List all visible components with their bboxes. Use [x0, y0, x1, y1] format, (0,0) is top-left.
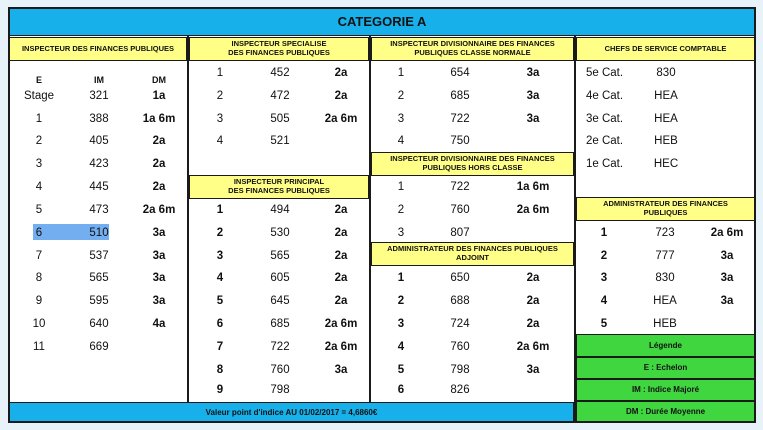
- echelon-cell: 1: [216, 204, 224, 216]
- echelon-cell: 1: [216, 67, 224, 79]
- indice-cell: HEA: [654, 113, 678, 125]
- page-title: CATEGORIE A: [9, 8, 755, 36]
- echelon-cell: 5: [216, 295, 224, 307]
- grade-header-divisionnaire-hors-classe: [371, 152, 574, 176]
- indice-cell: HEA: [654, 90, 678, 102]
- echelon-cell: 8: [35, 272, 43, 284]
- duree-cell: 2a 6m: [516, 204, 550, 216]
- column-header-dm: DM: [152, 75, 166, 85]
- header-line: PUBLIQUES HORS CLASSE: [422, 163, 523, 172]
- indice-cell: 640: [89, 318, 109, 330]
- echelon-cell: 4: [600, 295, 608, 307]
- indice-cell: 688: [450, 295, 470, 307]
- duree-cell: 2a 6m: [516, 341, 550, 353]
- divider: [369, 36, 371, 402]
- echelon-cell: Stage: [23, 90, 55, 102]
- header-line: PUBLIQUES: [643, 208, 688, 217]
- header-line: INSPECTEUR DIVISIONNAIRE DES FINANCES: [390, 154, 555, 164]
- indice-cell: 807: [450, 227, 470, 239]
- indice-cell: 645: [270, 295, 290, 307]
- duree-cell: 2a: [526, 295, 540, 307]
- grade-header-administrateur: [576, 197, 755, 221]
- legend-title: Légende: [576, 334, 755, 357]
- echelon-cell: 11: [33, 341, 45, 353]
- legend-item: E : Echelon: [576, 357, 755, 379]
- duree-cell: 2a 6m: [324, 318, 358, 330]
- grade-header-inspecteur-principal: [189, 175, 369, 199]
- duree-cell: 1a 6m: [516, 181, 550, 193]
- indice-cell: 530: [270, 227, 290, 239]
- indice-cell: 388: [89, 113, 109, 125]
- echelon-cell: 4: [397, 135, 405, 147]
- duree-cell: 3a: [152, 295, 166, 307]
- duree-cell: 2a: [152, 181, 166, 193]
- indice-cell: 423: [89, 158, 109, 170]
- echelon-cell: 3: [35, 158, 43, 170]
- indice-cell: 798: [270, 384, 290, 396]
- duree-cell: 4a: [152, 318, 166, 330]
- echelon-cell: 1: [600, 227, 608, 239]
- indice-cell: HEA: [653, 295, 677, 307]
- indice-cell: 685: [450, 90, 470, 102]
- echelon-cell: 3: [216, 113, 224, 125]
- indice-cell: 724: [450, 318, 470, 330]
- duree-cell: 2a: [526, 318, 540, 330]
- header-line: PUBLIQUES CLASSE NORMALE: [414, 48, 531, 57]
- categorie-cell: 3e Cat.: [586, 113, 624, 125]
- indice-cell: 605: [270, 272, 290, 284]
- legend-item: IM : Indice Majoré: [576, 379, 755, 401]
- indice-cell: 722: [450, 113, 470, 125]
- echelon-cell: 2: [397, 295, 405, 307]
- indice-cell: 777: [655, 250, 675, 262]
- indice-cell: 510: [89, 227, 109, 239]
- echelon-cell: 6: [216, 318, 224, 330]
- header-line: ADMINISTRATEUR DES FINANCES: [603, 199, 728, 209]
- echelon-cell: 10: [32, 318, 46, 330]
- header-line: ADMINISTRATEUR DES FINANCES PUBLIQUES: [387, 244, 558, 254]
- duree-cell: 2a: [334, 90, 348, 102]
- duree-cell: 3a: [526, 90, 540, 102]
- indice-cell: 760: [270, 364, 290, 376]
- duree-cell: 1a: [152, 90, 166, 102]
- indice-cell: 760: [450, 341, 470, 353]
- indice-cell: 798: [450, 364, 470, 376]
- duree-cell: 2a: [334, 272, 348, 284]
- duree-cell: 3a: [720, 250, 734, 262]
- echelon-cell: 4: [397, 341, 405, 353]
- header-line: INSPECTEUR DIVISIONNAIRE DES FINANCES: [390, 39, 555, 49]
- echelon-cell: 4: [216, 135, 224, 147]
- duree-cell: 2a: [334, 250, 348, 262]
- indice-cell: 565: [270, 250, 290, 262]
- categorie-cell: 2e Cat.: [586, 135, 624, 147]
- indice-cell: 494: [270, 204, 290, 216]
- header-line: INSPECTEUR PRINCIPAL: [233, 177, 325, 187]
- legend-item: DM : Durée Moyenne: [576, 401, 755, 422]
- echelon-cell: 5: [35, 204, 43, 216]
- echelon-cell: 6: [397, 384, 405, 396]
- header-line: INSPECTEUR SPECIALISE: [231, 39, 327, 49]
- echelon-cell: 7: [35, 250, 43, 262]
- indice-cell: 685: [270, 318, 290, 330]
- echelon-cell: 2: [397, 90, 405, 102]
- duree-cell: 3a: [526, 364, 540, 376]
- indice-cell: 722: [270, 341, 290, 353]
- echelon-cell: 3: [216, 250, 224, 262]
- echelon-cell: 2: [600, 250, 608, 262]
- categorie-cell: 1e Cat.: [586, 158, 624, 170]
- duree-cell: 3a: [152, 250, 166, 262]
- indice-cell: 452: [270, 67, 290, 79]
- indice-cell: 521: [270, 135, 290, 147]
- indice-cell: 473: [89, 204, 109, 216]
- duree-cell: 3a: [152, 227, 166, 239]
- column-header-im: IM: [94, 75, 104, 85]
- indice-cell: 723: [655, 227, 675, 239]
- echelon-cell: 3: [397, 113, 405, 125]
- duree-cell: 2a 6m: [324, 341, 358, 353]
- duree-cell: 2a 6m: [142, 204, 176, 216]
- grade-header-chefs-service: CHEFS DE SERVICE COMPTABLE: [576, 37, 755, 61]
- indice-cell: 565: [89, 272, 109, 284]
- indice-cell: 505: [270, 113, 290, 125]
- echelon-cell: 1: [397, 272, 405, 284]
- duree-cell: 1a 6m: [142, 113, 176, 125]
- echelon-cell: 2: [216, 90, 224, 102]
- echelon-cell: 3: [397, 227, 405, 239]
- echelon-cell: 2: [216, 227, 224, 239]
- header-line: ADJOINT: [456, 253, 489, 262]
- duree-cell: 2a: [152, 158, 166, 170]
- duree-cell: 3a: [526, 113, 540, 125]
- duree-cell: 2a 6m: [710, 227, 744, 239]
- indice-cell: 669: [89, 341, 109, 353]
- echelon-cell: 9: [35, 295, 43, 307]
- grade-header-administrateur-adjoint: [371, 242, 574, 266]
- echelon-cell: 5: [600, 318, 608, 330]
- echelon-cell: 1: [397, 181, 405, 193]
- duree-cell: 3a: [334, 364, 348, 376]
- indice-cell: 830: [655, 272, 675, 284]
- divider: [187, 36, 189, 402]
- grade-header-inspecteur-specialise: [189, 37, 369, 61]
- echelon-cell: 1: [35, 113, 43, 125]
- echelon-cell: 2: [35, 135, 43, 147]
- indice-cell: 445: [89, 181, 109, 193]
- echelon-cell: 5: [397, 364, 405, 376]
- indice-cell: 405: [89, 135, 109, 147]
- indice-cell: 722: [450, 181, 470, 193]
- duree-cell: 3a: [720, 272, 734, 284]
- duree-cell: 2a: [526, 272, 540, 284]
- indice-cell: 760: [450, 204, 470, 216]
- echelon-cell: 6: [35, 227, 43, 239]
- indice-cell: HEB: [653, 318, 677, 330]
- indice-cell: 321: [89, 90, 109, 102]
- footer-point-indice: Valeur point d'indice AU 01/02/2017 = 4,6860€: [9, 402, 574, 422]
- indice-cell: 654: [450, 67, 470, 79]
- duree-cell: 2a: [334, 204, 348, 216]
- indice-cell: 537: [89, 250, 109, 262]
- duree-cell: 2a: [334, 227, 348, 239]
- duree-cell: 2a: [334, 67, 348, 79]
- echelon-cell: 2: [397, 204, 405, 216]
- column-header-echelon: E: [35, 75, 42, 85]
- duree-cell: 3a: [720, 295, 734, 307]
- echelon-cell: 7: [216, 341, 224, 353]
- echelon-cell: 8: [216, 364, 224, 376]
- grade-header-divisionnaire-normale: [371, 37, 574, 61]
- indice-cell: HEC: [653, 158, 679, 170]
- echelon-cell: 9: [216, 384, 224, 396]
- indice-cell: 650: [450, 272, 470, 284]
- indice-cell: 826: [450, 384, 470, 396]
- duree-cell: 3a: [526, 67, 540, 79]
- indice-cell: 472: [270, 90, 290, 102]
- echelon-cell: 4: [35, 181, 43, 193]
- indice-cell: 595: [89, 295, 109, 307]
- indice-cell: 830: [656, 67, 676, 79]
- indice-cell: HEB: [654, 135, 678, 147]
- duree-cell: 2a: [152, 135, 166, 147]
- duree-cell: 3a: [152, 272, 166, 284]
- duree-cell: 2a 6m: [324, 113, 358, 125]
- echelon-cell: 1: [397, 67, 405, 79]
- grade-header-inspecteur: INSPECTEUR DES FINANCES PUBLIQUES: [9, 37, 187, 61]
- echelon-cell: 3: [600, 272, 608, 284]
- categorie-cell: 4e Cat.: [586, 90, 624, 102]
- categorie-cell: 5e Cat.: [586, 67, 624, 79]
- duree-cell: 2a: [334, 295, 348, 307]
- echelon-cell: 3: [397, 318, 405, 330]
- echelon-cell: 4: [216, 272, 224, 284]
- header-line: DES FINANCES PUBLIQUES: [228, 186, 330, 195]
- indice-cell: 750: [450, 135, 470, 147]
- header-line: DES FINANCES PUBLIQUES: [228, 48, 330, 57]
